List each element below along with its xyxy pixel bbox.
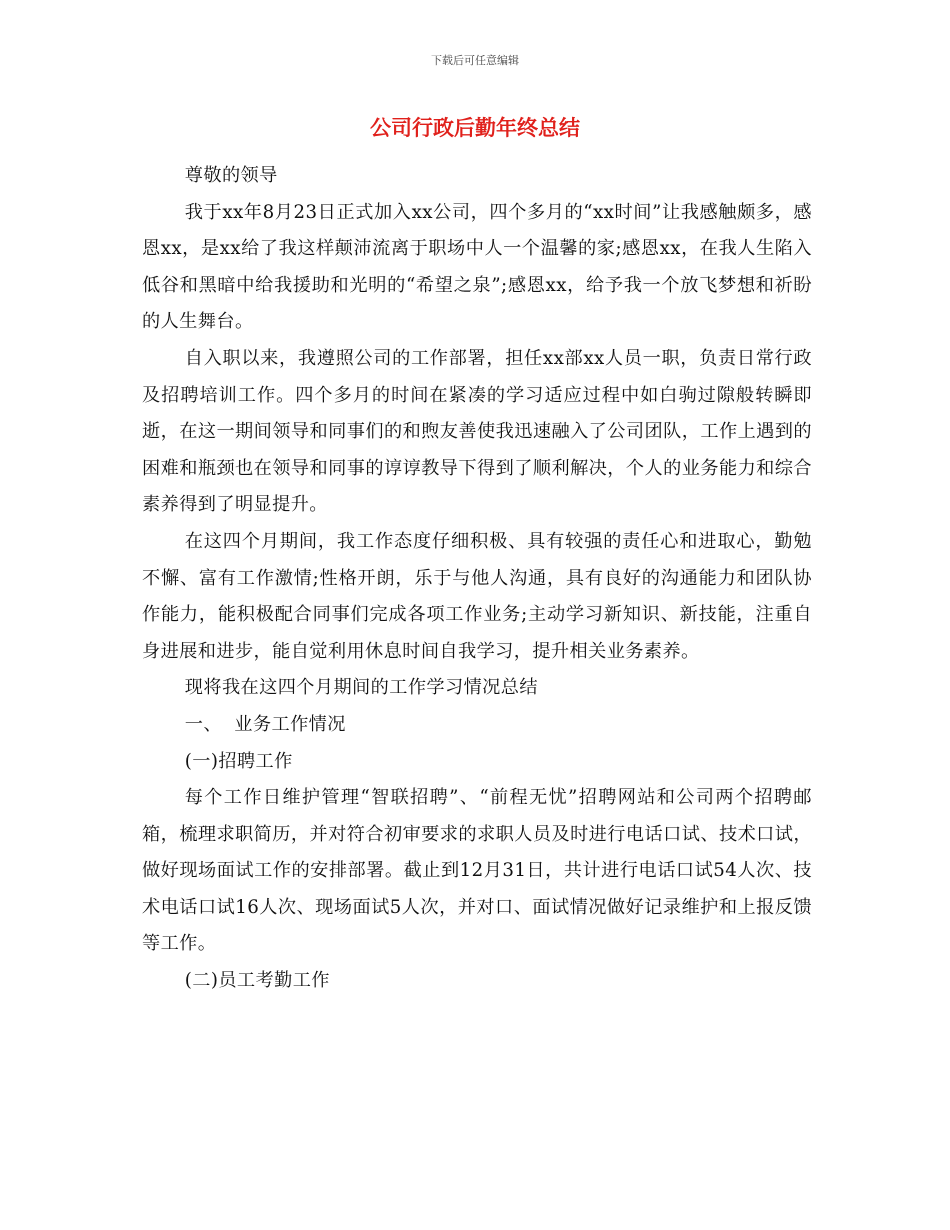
section-heading-business: 一、 业务工作情况 [184,713,346,735]
header-note: 下载后可任意编辑 [431,54,519,67]
subsection-heading-attendance: (二)员工考勤工作 [184,970,330,992]
paragraph-gratitude: 我于xx年8月23日正式加入xx公司，四个多月的“xx时间”让我感触颇多，感恩xx，是xx给了我这样颠沛流离于职场中人一个温馨的家;感恩xx，在我人生陷入低谷和黑暗中给我援助和光明的“希望之泉”;感恩xx，给予我一个放飞梦想和祈盼的人生舞台。 [142,201,812,333]
paragraph-summary-intro: 现将我在这四个月期间的工作学习情况总结 [184,677,538,699]
document-body [142,158,812,1000]
salutation: 尊敬的领导 [184,165,278,186]
subsection-heading-recruiting: (一)招聘工作 [184,750,293,772]
document-title: 公司行政后勤年终总结 [370,116,580,140]
paragraph-onboarding: 自入职以来，我遵照公司的工作部署，担任xx部xx人员一职，负责日常行政及招聘培训工作。四个多月的时间在紧凑的学习适应过程中如白驹过隙般转瞬即逝，在这一期间领导和同事们的和煦友善使我迅速融入了公司团队，工作上遇到的困难和瓶颈也在领导和同事的谆谆教导下得到了顺利解决，个人的业务能力和综合素养得到了明显提升。 [142,347,812,516]
paragraph-recruiting: 每个工作日维护管理“智联招聘”、“前程无忧”招聘网站和公司两个招聘邮箱，梳理求职简历，并对符合初审要求的求职人员及时进行电话口试、技术口试，做好现场面试工作的安排部署。截止到12月31日，共计进行电话口试54人次、技术电话口试16人次、现场面试5人次，并对口、面试情况做好记录维护和上报反馈等工作。 [142,787,812,955]
paragraph-attitude: 在这四个月期间，我工作态度仔细积极、具有较强的责任心和进取心，勤勉不懈、富有工作激情;性格开朗，乐于与他人沟通，具有良好的沟通能力和团队协作能力，能积极配合同事们完成各项工作业务;主动学习新知识、新技能，注重自身进展和进步，能自觉利用休息时间自我学习，提升相关业务素养。 [142,530,812,662]
